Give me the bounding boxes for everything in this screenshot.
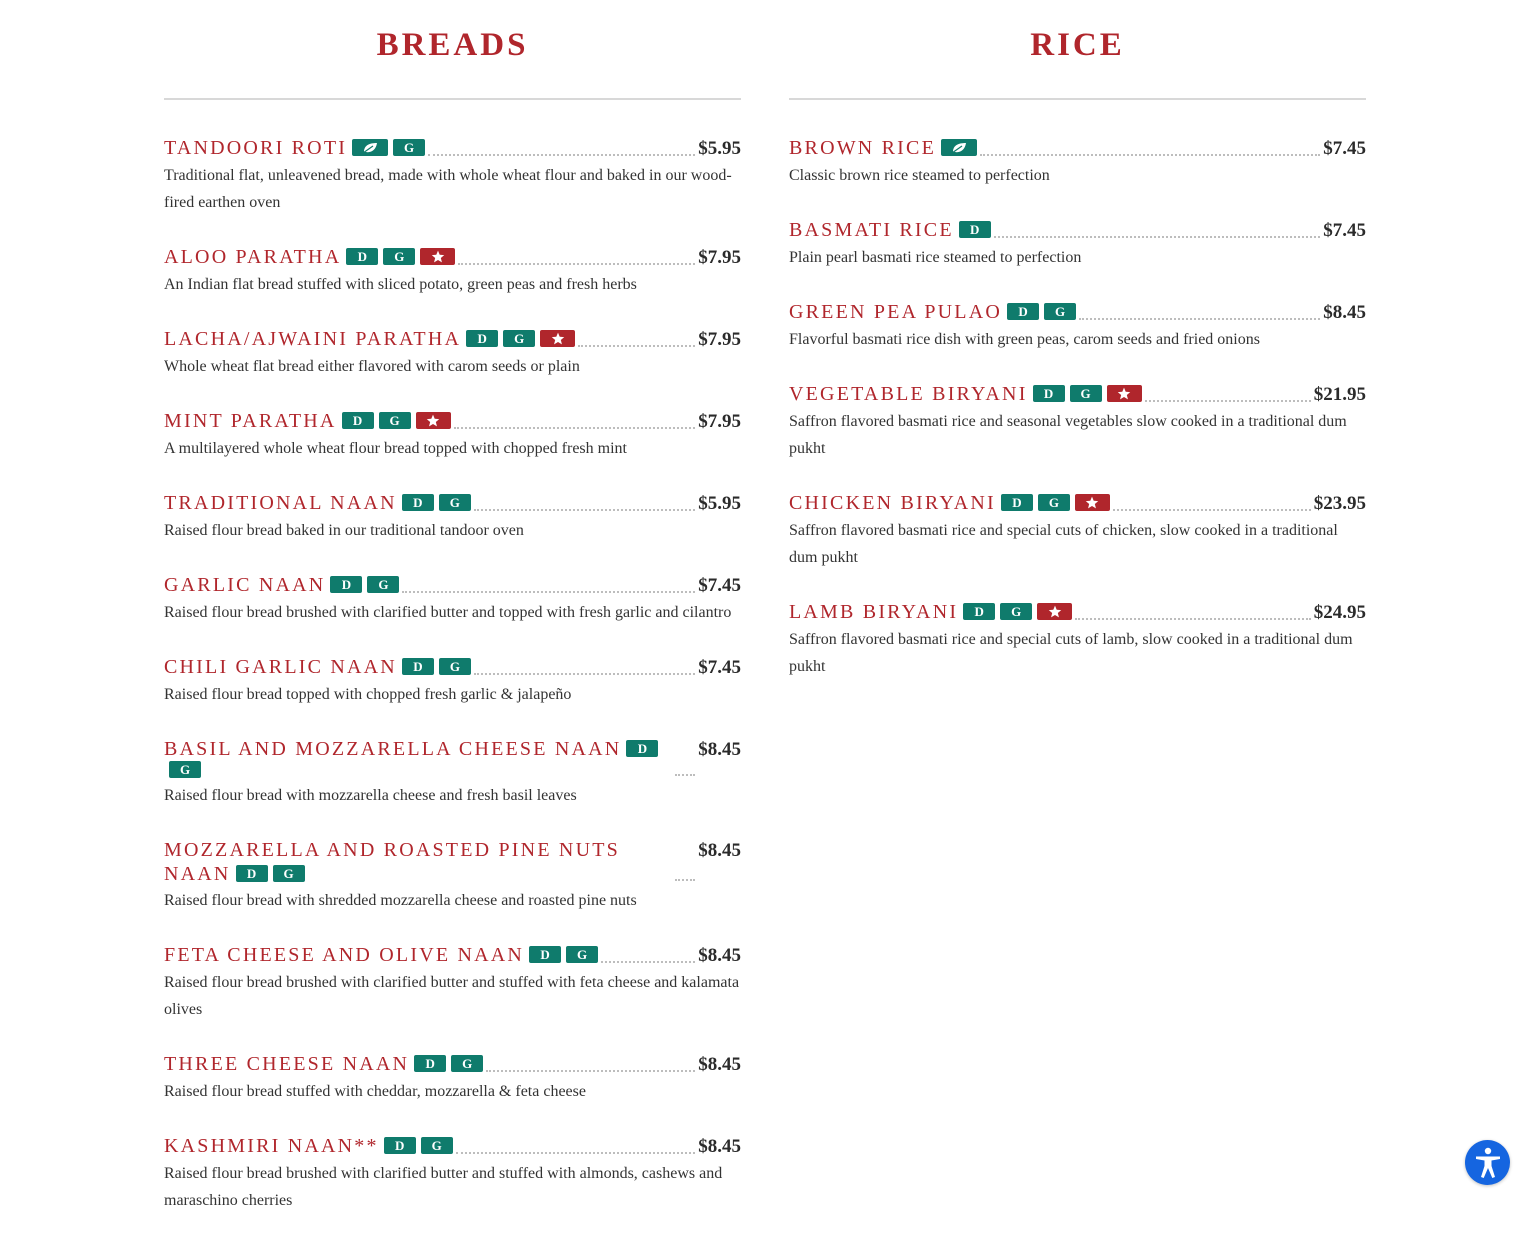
- dotted-leader: [1113, 509, 1311, 511]
- menu-item-header: [164, 136, 741, 161]
- menu-item-header: [164, 655, 741, 680]
- menu-item: [164, 1052, 741, 1105]
- dotted-leader: [980, 154, 1320, 156]
- gluten-badge: G: [393, 139, 425, 156]
- menu-item: [164, 327, 741, 380]
- dotted-leader: [454, 427, 696, 429]
- gluten-badge: G: [503, 330, 535, 347]
- menu-item-name: TRADITIONAL NAAN: [164, 492, 397, 514]
- dairy-badge: D: [529, 946, 561, 963]
- dairy-badge: D: [346, 248, 378, 265]
- menu-item: [164, 136, 741, 216]
- star-icon: [426, 414, 440, 427]
- menu-item-name: CHILI GARLIC NAAN: [164, 656, 397, 678]
- dairy-badge: D: [1033, 385, 1065, 402]
- menu-item-header: [164, 245, 741, 270]
- menu-item-description: Raised flour bread with shredded mozzarella cheese and roasted pine nuts: [164, 892, 637, 909]
- menu-item: [164, 943, 741, 1023]
- menu-item-description: Raised flour bread topped with chopped fresh garlic & jalapeño: [164, 686, 572, 703]
- menu-item-price: $8.45: [1323, 302, 1366, 323]
- menu-item-name: FETA CHEESE AND OLIVE NAAN: [164, 944, 525, 966]
- menu-item-price: $8.45: [698, 945, 741, 966]
- menu-item-description: Raised flour bread stuffed with cheddar, mozzarella & feta cheese: [164, 1083, 586, 1100]
- menu-item-header: [164, 409, 741, 434]
- dairy-badge: D: [342, 412, 374, 429]
- menu-item: [164, 245, 741, 298]
- menu-item-name: ALOO PARATHA: [164, 246, 342, 268]
- menu-item-description: Raised flour bread brushed with clarified butter and topped with fresh garlic and cilantro: [164, 604, 732, 621]
- rice-title: RICE: [1030, 27, 1125, 63]
- dotted-leader: [486, 1070, 695, 1072]
- menu-item-description: Flavorful basmati rice dish with green peas, carom seeds and fried onions: [789, 331, 1260, 348]
- menu-item: [789, 136, 1366, 189]
- gluten-badge: G: [1000, 603, 1032, 620]
- chef-special-badge: [420, 248, 455, 265]
- dairy-badge: D: [236, 865, 268, 882]
- menu-item-name-wrap: [164, 1052, 483, 1076]
- menu-item-name-wrap: [164, 136, 425, 160]
- menu-item-name: TANDOORI ROTI: [164, 137, 348, 159]
- menu-item-name: MOZZARELLA AND ROASTED PINE NUTS NAAN: [164, 839, 620, 885]
- menu-item-description: Saffron flavored basmati rice and special cuts of chicken, slow cooked in a traditional dum pukht: [789, 522, 1338, 566]
- menu-item-name-wrap: [164, 409, 451, 433]
- menu-item-price: $8.45: [698, 1054, 741, 1075]
- menu-item-name: VEGETABLE BIRYANI: [789, 383, 1028, 405]
- gluten-badge: G: [273, 865, 305, 882]
- menu-item-price: $7.45: [698, 657, 741, 678]
- menu-item-price: $7.45: [1323, 220, 1366, 241]
- menu-item-name: GARLIC NAAN: [164, 574, 326, 596]
- dotted-leader: [601, 961, 695, 963]
- menu-item-name: LACHA/AJWAINI PARATHA: [164, 328, 462, 350]
- menu-item: [789, 491, 1366, 571]
- menu-item: [789, 382, 1366, 462]
- gluten-badge: G: [383, 248, 415, 265]
- menu-item-header: [164, 573, 741, 598]
- gluten-badge: G: [367, 576, 399, 593]
- dotted-leader: [994, 236, 1321, 238]
- dotted-leader: [474, 673, 695, 675]
- star-icon: [1048, 605, 1062, 618]
- menu-item-name-wrap: [164, 327, 575, 351]
- menu-item: [789, 218, 1366, 271]
- menu-item: [164, 1134, 741, 1214]
- menu-item-name-wrap: [789, 600, 1072, 624]
- menu-item-name-wrap: [789, 136, 977, 160]
- menu-item-description: Raised flour bread with mozzarella cheese and fresh basil leaves: [164, 787, 577, 804]
- leaf-icon: [362, 142, 378, 154]
- menu-item: [164, 655, 741, 708]
- star-icon: [551, 332, 565, 345]
- menu-item-header: [164, 943, 741, 968]
- gluten-badge: G: [379, 412, 411, 429]
- chef-special-badge: [1107, 385, 1142, 402]
- menu-item-header: [789, 300, 1366, 325]
- menu-item-description: Whole wheat flat bread either flavored with carom seeds or plain: [164, 358, 580, 375]
- menu-item-name: CHICKEN BIRYANI: [789, 492, 996, 514]
- dairy-badge: D: [414, 1055, 446, 1072]
- gluten-badge: G: [421, 1137, 453, 1154]
- menu-item-description: Saffron flavored basmati rice and seasonal vegetables slow cooked in a traditional dum pukht: [789, 413, 1347, 457]
- menu-item-price: $23.95: [1313, 493, 1366, 514]
- dairy-badge: D: [402, 658, 434, 675]
- dotted-leader: [428, 154, 695, 156]
- vegan-badge: [941, 139, 977, 156]
- dotted-leader: [675, 879, 695, 881]
- menu-item-price: $8.45: [698, 840, 741, 861]
- chef-special-badge: [416, 412, 451, 429]
- gluten-badge: G: [439, 658, 471, 675]
- menu-item-description: An Indian flat bread stuffed with sliced potato, green peas and fresh herbs: [164, 276, 637, 293]
- dotted-leader: [1075, 618, 1311, 620]
- menu-item-description: Traditional flat, unleavened bread, made with whole wheat flour and baked in our wood-fired earthen oven: [164, 167, 732, 211]
- menu-item-price: $7.95: [698, 329, 741, 350]
- menu-item-name-wrap: [789, 300, 1076, 324]
- menu-item: [164, 491, 741, 544]
- menu-item-name: MINT PARATHA: [164, 410, 337, 432]
- accessibility-icon: [1474, 1147, 1502, 1179]
- chef-special-badge: [540, 330, 575, 347]
- menu-item-header: [789, 136, 1366, 161]
- menu-item-name: BASIL AND MOZZARELLA CHEESE NAAN: [164, 738, 622, 760]
- menu-item-description: A multilayered whole wheat flour bread topped with chopped fresh mint: [164, 440, 627, 457]
- menu-item-price: $8.45: [698, 1136, 741, 1157]
- gluten-badge: G: [1070, 385, 1102, 402]
- dotted-leader: [675, 774, 695, 776]
- menu-item-description: Raised flour bread baked in our traditional tandoor oven: [164, 522, 524, 539]
- menu-item-header: [164, 1052, 741, 1077]
- vegan-badge: [352, 139, 388, 156]
- menu-item: [164, 573, 741, 626]
- menu-item-name: GREEN PEA PULAO: [789, 301, 1003, 323]
- menu-item-name-wrap: [164, 655, 471, 679]
- menu-item-header: [789, 382, 1366, 407]
- breads-divider: [164, 98, 741, 100]
- dairy-badge: D: [959, 221, 991, 238]
- menu-item: [164, 838, 741, 914]
- menu-item-description: Plain pearl basmati rice steamed to perfection: [789, 249, 1082, 266]
- gluten-badge: G: [1038, 494, 1070, 511]
- dairy-badge: D: [330, 576, 362, 593]
- star-icon: [1085, 496, 1099, 509]
- menu-item-price: $7.95: [698, 411, 741, 432]
- dairy-badge: D: [1001, 494, 1033, 511]
- menu-item-header: [164, 1134, 741, 1159]
- menu-item-name-wrap: [164, 1134, 453, 1158]
- menu-item-header: [789, 491, 1366, 516]
- dotted-leader: [456, 1152, 696, 1154]
- dotted-leader: [1079, 318, 1320, 320]
- menu-item-name-wrap: [164, 943, 598, 967]
- menu-item-name-wrap: [164, 245, 455, 269]
- menu-item-header: [789, 218, 1366, 243]
- dairy-badge: D: [466, 330, 498, 347]
- dairy-badge: D: [963, 603, 995, 620]
- menu-item-name: LAMB BIRYANI: [789, 601, 959, 623]
- menu-item-price: $24.95: [1313, 602, 1366, 623]
- gluten-badge: G: [451, 1055, 483, 1072]
- rice-divider: [789, 98, 1366, 100]
- rice-list: [789, 136, 1366, 680]
- breads-column: [164, 0, 741, 1243]
- menu-item-name: BROWN RICE: [789, 137, 936, 159]
- menu-item-header: [164, 737, 741, 781]
- menu-item-name-wrap: [164, 491, 471, 515]
- menu-item-price: $5.95: [698, 138, 741, 159]
- chef-special-badge: [1037, 603, 1072, 620]
- gluten-badge: G: [439, 494, 471, 511]
- dairy-badge: D: [1007, 303, 1039, 320]
- chef-special-badge: [1075, 494, 1110, 511]
- breads-list: [164, 136, 741, 1214]
- rice-column: [789, 0, 1366, 709]
- menu-item-name-wrap: [789, 491, 1110, 515]
- dairy-badge: D: [384, 1137, 416, 1154]
- menu-item: [789, 300, 1366, 353]
- dotted-leader: [578, 345, 695, 347]
- breads-title: BREADS: [376, 27, 529, 63]
- accessibility-button[interactable]: [1465, 1140, 1510, 1185]
- menu-item-name-wrap: [164, 737, 672, 781]
- dotted-leader: [458, 263, 695, 265]
- menu-item-price: $7.95: [698, 247, 741, 268]
- gluten-badge: G: [566, 946, 598, 963]
- menu-item-price: $8.45: [698, 739, 741, 760]
- dairy-badge: D: [626, 740, 658, 757]
- dotted-leader: [402, 591, 695, 593]
- menu-item: [164, 737, 741, 809]
- menu-item-description: Saffron flavored basmati rice and special cuts of lamb, slow cooked in a traditional dum pukht: [789, 631, 1353, 675]
- menu-item-price: $7.45: [1323, 138, 1366, 159]
- menu-item-description: Classic brown rice steamed to perfection: [789, 167, 1050, 184]
- menu-item-name: KASHMIRI NAAN**: [164, 1135, 379, 1157]
- star-icon: [431, 250, 445, 263]
- star-icon: [1117, 387, 1131, 400]
- menu-item-name-wrap: [789, 382, 1142, 406]
- menu-item-description: Raised flour bread brushed with clarified butter and stuffed with almonds, cashews and maraschino cherries: [164, 1165, 723, 1209]
- menu-item-name: BASMATI RICE: [789, 219, 954, 241]
- menu-item-name-wrap: [164, 573, 399, 597]
- menu-item-name: THREE CHEESE NAAN: [164, 1053, 410, 1075]
- menu-item-description: Raised flour bread brushed with clarified butter and stuffed with feta cheese and kalamata olives: [164, 974, 740, 1018]
- menu-item-header: [164, 491, 741, 516]
- menu-item-header: [164, 327, 741, 352]
- menu-item-header: [164, 838, 741, 886]
- menu-item-price: $5.95: [698, 493, 741, 514]
- menu-item-name-wrap: [164, 838, 672, 886]
- menu-item-price: $21.95: [1313, 384, 1366, 405]
- dairy-badge: D: [402, 494, 434, 511]
- dotted-leader: [474, 509, 695, 511]
- menu-item-header: [789, 600, 1366, 625]
- menu-item: [789, 600, 1366, 680]
- menu-item-name-wrap: [789, 218, 991, 242]
- dotted-leader: [1145, 400, 1311, 402]
- gluten-badge: G: [1044, 303, 1076, 320]
- menu-item-price: $7.45: [698, 575, 741, 596]
- gluten-badge: G: [169, 761, 201, 778]
- menu-item: [164, 409, 741, 462]
- leaf-icon: [951, 142, 967, 154]
